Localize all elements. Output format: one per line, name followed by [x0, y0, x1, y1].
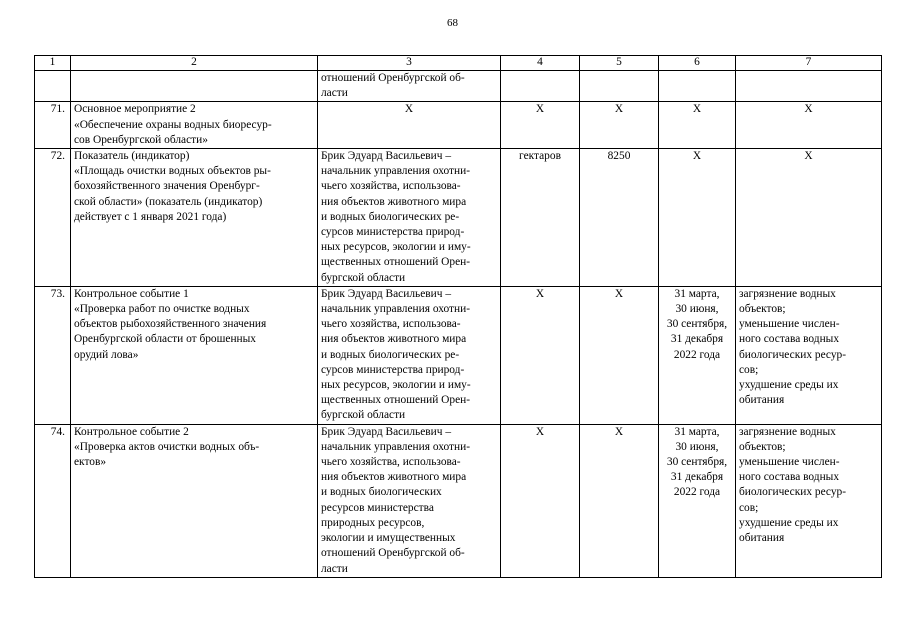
- cell-unit: гектаров: [501, 149, 580, 287]
- cell-name: Показатель (индикатор) «Площадь очистки водных объектов ры- бохозяйственного значения Оренбург- ской области» (показатель (индикатор) действует с 1 января 2021 года): [74, 150, 271, 223]
- header-cell: 2: [71, 56, 318, 71]
- cell-unit: Х: [501, 102, 580, 149]
- header-cell: 4: [501, 56, 580, 71]
- cell-risk: Х: [736, 102, 882, 149]
- cell-number: 72.: [35, 149, 71, 287]
- header-cell: 7: [736, 56, 882, 71]
- table-row: [35, 71, 882, 102]
- header-cell: 3: [318, 56, 501, 71]
- cell-responsible: Брик Эдуард Васильевич – начальник управления охотни- чьего хозяйства, использова- ния объектов животного мира и водных биологических ресурсов министерства природных ресурсов, экологии и имущественных отношений Оренбургской об- ласти: [321, 425, 471, 575]
- cell-value: 8250: [580, 149, 659, 287]
- cell-responsible: Брик Эдуард Васильевич – начальник управления охотни- чьего хозяйства, использова- ния объектов животного мира и водных биологических ре- сурсов министерства природ- ных ресурсов, экологии и иму- щественных отношений Орен- бургской области: [321, 287, 471, 422]
- header-cell: 5: [580, 56, 659, 71]
- cell-name: Основное мероприятие 2 «Обеспечение охраны водных биоресур- сов Оренбургской области»: [74, 103, 272, 146]
- cell-risk: загрязнение водных объектов; уменьшение числен- ного состава водных биологических ресур- сов; ухудшение среды их обитания: [739, 287, 847, 407]
- cell-value: Х: [580, 286, 659, 424]
- cell-number: 71.: [35, 102, 71, 149]
- page-number: 68: [447, 17, 458, 29]
- cell-responsible: Брик Эдуард Васильевич – начальник управления охотни- чьего хозяйства, использова- ния объектов животного мира и водных биологических ре- сурсов министерства природ- ных ресурсов, экологии и иму- щественных отношений Орен- бургской области: [321, 150, 471, 284]
- table-row: [35, 149, 882, 287]
- cell-deadline: 31 марта, 30 июня, 30 сентября, 31 декабря 2022 года: [666, 287, 728, 361]
- cell-unit: Х: [501, 286, 580, 424]
- cell-number: 73.: [35, 286, 71, 424]
- table-row: [35, 286, 882, 424]
- table-row: [35, 424, 882, 577]
- table-header-row: [35, 56, 882, 71]
- cell-risk: Х: [736, 149, 882, 287]
- cell-value: Х: [580, 424, 659, 577]
- cell-unit: Х: [501, 424, 580, 577]
- cell-deadline: Х: [659, 102, 736, 149]
- cell-responsible: Х: [318, 102, 501, 149]
- cell-risk: загрязнение водных объектов; уменьшение числен- ного состава водных биологических ресур- сов; ухудшение среды их обитания: [739, 425, 847, 545]
- cell-deadline: 31 марта, 30 июня, 30 сентября, 31 декабря 2022 года: [666, 425, 728, 499]
- cell-number: 74.: [35, 424, 71, 577]
- header-cell: 6: [659, 56, 736, 71]
- table-row: [35, 102, 882, 149]
- cell-name: Контрольное событие 2 «Проверка актов очистки водных объ- ектов»: [74, 425, 260, 469]
- cell-name: Контрольное событие 1 «Проверка работ по очистке водных объектов рыбохозяйственного значения Оренбургской области от брошенных орудий лова»: [74, 287, 267, 361]
- cell-deadline: Х: [659, 149, 736, 287]
- plan-table: [34, 55, 882, 578]
- header-cell: 1: [35, 56, 71, 71]
- cell-value: Х: [580, 102, 659, 149]
- cell-responsible: отношений Оренбургской об- ласти: [321, 72, 465, 100]
